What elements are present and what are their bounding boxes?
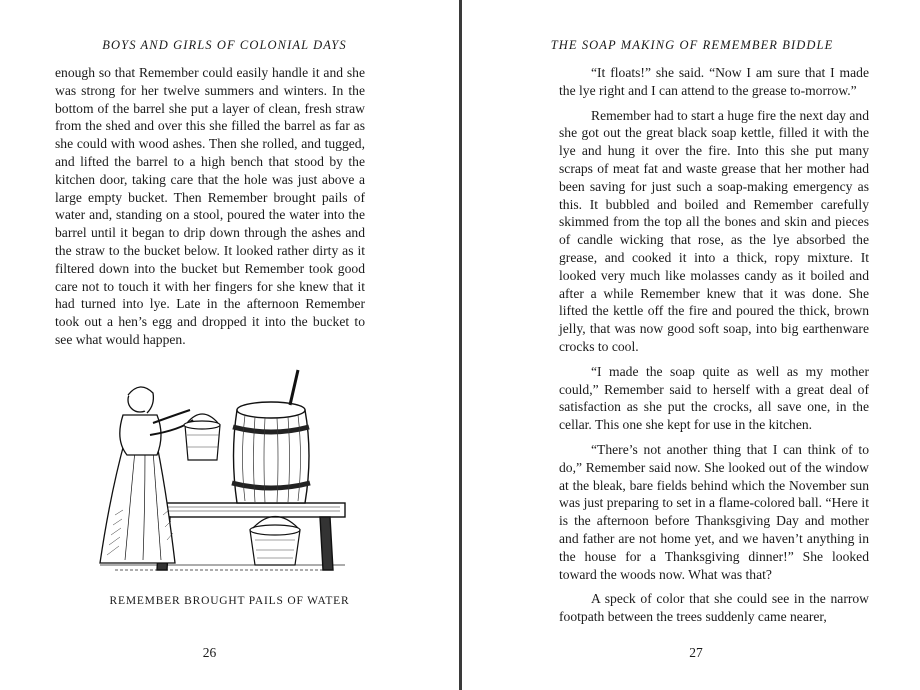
right-paragraph-2: Remember had to start a huge fire the next day and she got out the great black soap kettle, filled it with the lye and hung it over the fire. Into this she put many scraps of meat fat and waste grease that her mother had been saving for just such a soap-making emergency as this. It bubbled and boiled and Remember carefully skimmed from the top all the bones and skin and pieces of candle wicking that rose, as the lye absorbed the grease, and cooked it into a thick, ropy mixture. It looked very much like molasses candy as it boiled and after a while Remember knew that it was done. She lifted the kettle off the fire and poured the thick, brown jelly, that was now good soft soap, into big earthenware crocks to cool.: [559, 107, 869, 354]
girl-pouring-water-illustration: [95, 365, 355, 580]
left-running-head: BOYS AND GIRLS OF COLONIAL DAYS: [102, 38, 347, 52]
illustration-caption: REMEMBER BROUGHT PAILS OF WATER: [109, 595, 350, 607]
left-paragraph-1: enough so that Remember could easily handle it and she was strong for her twelve summers and winters. In the bottom of the barrel she put a layer of clean, fresh straw from the shed and over this she filled the barrel as far as she could with wood ashes. Then she rolled, and tugged, and lifted the barrel to a high bench that stood by the kitchen door, taking care that the hole was just above a large empty bucket. Then Remember brought pails of water and, standing on a stool, poured the water into the barrel until it began to drip down through the ashes and the straw to the bucket below. It looked rather dirty as it filtered down into the bucket but Remember took good care not to touch it with her fingers for she knew that it had turned into lye. Late in the afternoon Remember took out a hen’s egg and dropped it into the bucket to see what would happen.: [55, 65, 365, 347]
right-page: [462, 0, 920, 690]
right-running-head: THE SOAP MAKING OF REMEMBER BIDDLE: [550, 38, 834, 52]
right-paragraph-3: “I made the soap quite as well as my mother could,” Remember said to herself with a great deal of satisfaction as she put the crocks, all save one, in the cellar. This one she kept for use in the kitchen.: [559, 363, 869, 433]
right-paragraph-1: “It floats!” she said. “Now I am sure that I made the lye right and I can attend to the grease to-morrow.”: [559, 65, 869, 98]
left-page: [0, 0, 459, 690]
left-body-text: [55, 64, 365, 356]
right-paragraph-4: “There’s not another thing that I can think of to do,” Remember said now. She looked out of the window at the bleak, bare fields behind which the November sun was just preparing to set in a flame-colored ball. “Here it is the afternoon before Thanksgiving Day and mother and father are not home yet, and we haven’t anything in the house for a Thanksgiving dinner!” She looked toward the woods now. What was that?: [559, 441, 869, 582]
right-paragraph-5: A speck of color that she could see in the narrow footpath between the trees suddenly came nearer,: [559, 591, 869, 625]
right-body-text: [559, 64, 869, 633]
right-page-number: 27: [689, 645, 703, 660]
left-page-number: 26: [202, 645, 217, 660]
